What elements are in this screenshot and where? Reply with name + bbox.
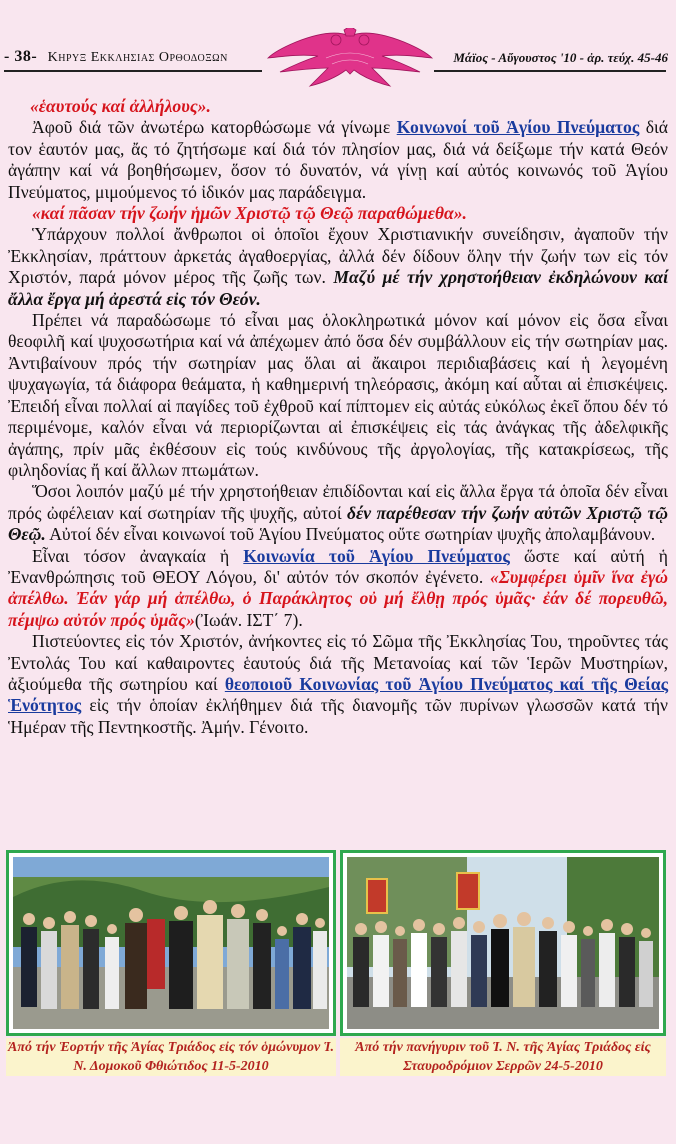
quote-john: «Συμφέρει ὑμῖν ἵνα ἐγώ ἀπέλθω. Ἐάν γάρ μή ἀπέλθω, ὁ Παράκλητος οὐ μή ἔλθῃ πρός ὑμᾶς· ἐάν δέ πορευθῶ, πέμψω αὐτόν πρός ὑμᾶς» (8, 566, 668, 630)
page-header (0, 0, 676, 92)
text-span: Πιστεύοντες εἰς τόν Χριστόν, ἀνήκοντες εἰς τό Σῶμα τῆς Ἐκκλησίας Του, τηροῦντες τάς Ἐντολάς Του καί καθαιροντες ἑαυτούς διά τῆς Μετανοίας καί τῶν Ἱερῶν Μυστηρίων, ἀξιούμεθα τῆς σωτηρίου καί (8, 631, 668, 694)
text-span: Ἀφοῦ διά τῶν ἀνωτέρω κατορθώσωμε νά γίνωμε (32, 117, 397, 138)
paragraph-7 (8, 546, 668, 632)
photo-left-caption: Ἀπό τήν Ἑορτήν τῆς Ἁγίας Τριάδος εἰς τόν ὁμώνυμον Ἱ. Ν. Δομοκοῦ Φθιώτιδος 11-5-2010 (7, 1040, 334, 1074)
text-span: Ὅσοι λοιπόν μαζύ μέ τήν χρηστοήθειαν ἐπιδίδονται καί εἰς ἄλλα ἔργα τά ὁποῖα δέν εἶναι πρός ὠφέλειαν καί σωτηρίαν τῆς ψυχῆς, αὐτοί (8, 481, 668, 523)
highlight-koinonoi: Κοινωνοί τοῦ Ἁγίου Πνεύματος (396, 117, 640, 138)
emphasis-works: Μαζύ μέ τήν χρηστοήθειαν ἐκδηλώνουν καί ἄλλα ἔργα μή ἀρεστά εἰς τόν Θεόν. (8, 267, 668, 309)
photo-right-caption: Ἀπό τήν πανήγυριν τοῦ Ἱ. Ν. τῆς Ἁγίας Τριάδος εἰς Σταυροδρόμιον Σερρῶν 24-5-2010 (340, 1038, 666, 1076)
paragraph-5 (8, 310, 668, 481)
paragraph-2 (8, 117, 668, 203)
header-rule-right (434, 70, 666, 72)
emphasis-not-offered: δέν παρέθεσαν τήν ζωήν αὐτῶν Χριστῷ τῷ Θεῷ. (8, 502, 669, 545)
photo-domokos-feast (13, 857, 329, 1029)
header-left (4, 48, 228, 66)
photo-stavrodromion-feast (347, 857, 659, 1029)
text-span: Αὐτοί δέν εἶναι κοινωνοί τοῦ Ἁγίου Πνεύματος οὔτε σωτηρίαν ψυχῆς ἀπολαμβάνουν. (45, 524, 656, 545)
highlight-theopoiou: θεοποιοῦ Κοινωνίας τοῦ Ἁγίου Πνεύματος καί τῆς Θείας Ἑνότητος (8, 673, 668, 716)
paragraph-6 (8, 481, 668, 545)
text-span: Εἶναι τόσον ἀναγκαία ἡ (32, 545, 244, 566)
journal-title: Κηρυξ Εκκλησιας Ορθοδοξων (47, 50, 228, 65)
page-number: - 38- (4, 48, 38, 65)
text-span: εἰς τήν ὁποίαν ἐκλήθημεν διά τῆς διανομῆς τῶν πυρίνων γλωσσῶν κατά τήν Ἡμέραν τῆς Πεντηκοστῆς. Ἀμήν. Γένοιτο. (8, 695, 668, 737)
paragraph-4 (8, 224, 668, 310)
header-rule-left (4, 70, 262, 72)
text-span: ὥστε καί αὐτή ἡ Ἐνανθρώπησις τοῦ ΘΕΟΥ Λόγου, δι' αὐτόν τόν σκοπόν ἐγένετο. (8, 545, 668, 587)
paragraph-8 (8, 631, 668, 738)
quote-whole-life: «καί πᾶσαν τήν ζωήν ἡμῶν Χριστῷ τῷ Θεῷ παραθώμεθα». (32, 203, 467, 224)
text-span: διά τον ἑαυτόν μας, ἄς τό ζητήσωμε καί διά τόν πλησίον μας, διά νά δείξωμε τήν κατά Θεόν ἀγάπην καί νά βοηθήσωμεν, ὅσον τό δυνατόν, νά γίνῃ καί αὐτός κοινωνός τοῦ Ἁγίου Πνεύματος, μιμούμενος τό ἰδικόν μας παράδειγμα. (8, 117, 668, 202)
paragraph-1 (8, 96, 668, 117)
issue-info: Μάϊος - Αὔγουστος '10 - ἀρ. τεύχ. 45-46 (453, 50, 668, 65)
quote-each-other: «ἑαυτούς καί ἀλλήλους». (30, 96, 211, 116)
paragraph-3 (8, 203, 668, 224)
double-headed-eagle-emblem (266, 28, 434, 90)
scripture-reference: (Ἰωάν. ΙΣΤ΄ 7). (194, 609, 303, 630)
photo-left-frame (6, 850, 336, 1036)
text-span: Πρέπει νά παραδώσωμε τό εἶναι μας ὁλοκληρωτικά μόνον καί μόνον εἰς ὅσα εἶναι θεοφιλῆ καί ψυχοσωτήρια καί νά ἀπέχωμεν ἀπό ὅσα δέν συμβάλλουν εἰς τήν σωτηρίαν μας. Ἀντιβαίνουν πρός τήν σωτηρίαν μας ὅλαι αἱ ἄκαιροι περιδιαβάσεις καί ἡ λεγομένη ψυχαγωγία, τά διάφορα θεάματα, ἡ καθημερινή τηλεόρασις, ἀκόμη καί αὗται αἱ ἐπισκέψεις. Ἐπειδή εἶναι πολλαί αἱ παγίδες τοῦ ἐχθροῦ καί πίπτομεν εἰς αὐτάς εὐκόλως ἐκεῖ ὅπου δέν τό περιμένομε, καλόν εἶναι νά περιορίζωνται αἱ ἐπισκέψεις εἰς τάς ἀνάγκας τῆς ἀδελφικῆς ἀγάπης, πρίν μᾶς ἐκθέσουν εἰς τούς κινδύνους τῆς ἀργολογίας, τῆς κατακρίσεως, τῆς φιληδονίας ἤ καί ἄλλων πτωμάτων. (8, 310, 668, 480)
photo-right-frame (340, 850, 666, 1036)
article-body (8, 96, 668, 738)
text-span: Ὑπάρχουν πολλοί ἄνθρωποι οἱ ὁποῖοι ἔχουν Χριστιανικήν συνείδησιν, ἀγαποῦν τήν Ἐκκλησίαν, πράττουν ἀρκετάς ἀγαθοεργίας, ἀλλά δέν δίδουν ὅλην τήν ζωήν των εἰς τόν Χριστόν, παρά μόνον μέρος τῆς ζωῆς των. (8, 224, 668, 288)
highlight-koinonia: Κοινωνία τοῦ Ἁγίου Πνεύματος (243, 545, 510, 566)
